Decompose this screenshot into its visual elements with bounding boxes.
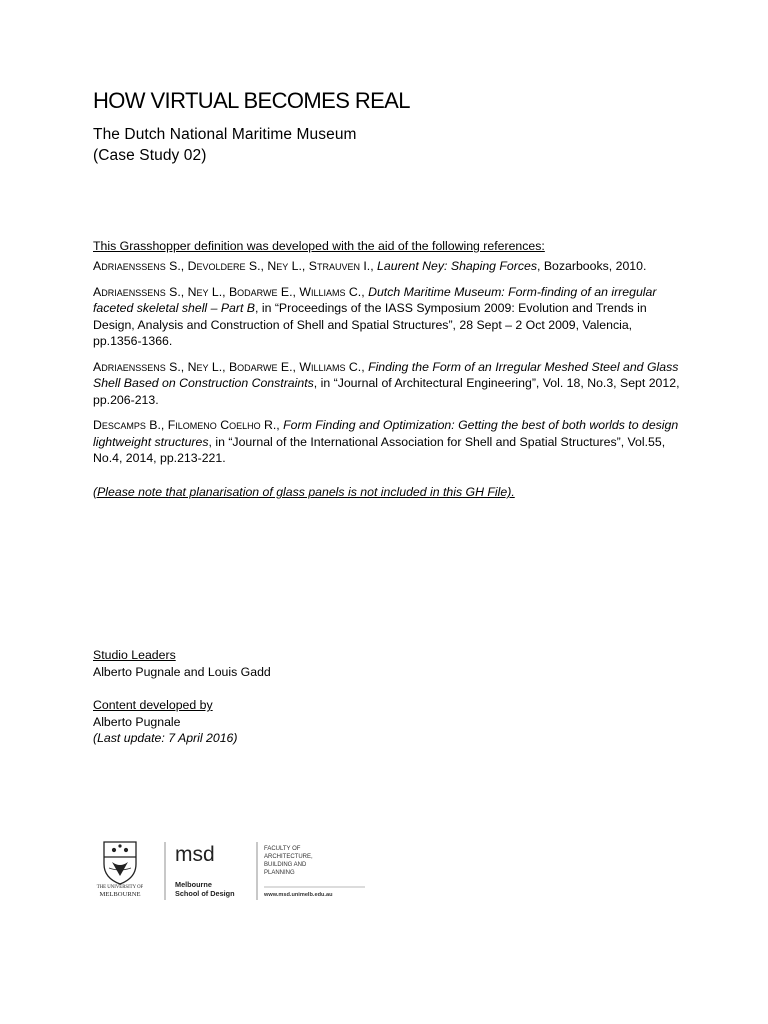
- institution-logos: [92, 832, 377, 902]
- faculty-name-line1: FACULTY OF: [264, 846, 301, 852]
- reference-authors: Descamps B., Filomeno Coelho R.,: [93, 418, 280, 432]
- reference-title: Dutch Maritime Museum: Form-finding of an irregular faceted skeletal shell – Part B: [93, 284, 657, 315]
- last-update: (Last update: 7 April 2016): [93, 731, 238, 745]
- subtitle-museum: The Dutch National Maritime Museum: [93, 126, 357, 143]
- studio-leaders-names: Alberto Pugnale and Louis Gadd: [93, 664, 271, 679]
- reference-authors: Adriaenssens S., Devoldere S., Ney L., Strauven I.,: [93, 259, 374, 273]
- faculty-name-line2: ARCHITECTURE,: [264, 854, 313, 860]
- reference-authors: Adriaenssens S., Ney L., Bodarwe E., Williams C.,: [93, 284, 365, 299]
- subtitle-case-study: (Case Study 02): [93, 147, 207, 164]
- faculty-website: www.msd.unimelb.edu.au: [264, 892, 333, 898]
- msd-mark: msd: [175, 843, 215, 866]
- planarisation-note: (Please note that planarisation of glass panels is not included in this GH File).: [93, 485, 515, 499]
- faculty-name-line3: BUILDING AND: [264, 862, 307, 868]
- content-developed-label: Content developed by: [93, 698, 213, 712]
- content-credit-block: [93, 697, 493, 747]
- reference-item: [93, 284, 683, 350]
- reference-item: [93, 417, 683, 467]
- reference-details: , in “Proceedings of the IASS Symposium 2009: Evolution and Trends in Design, Analysis and Construction of Shell and Spatial Structures”, 28 Sept – 2 Oct 2009, Valencia, pp.1356-1366.: [93, 301, 647, 348]
- reference-details: , in “Journal of Architectural Engineering”, Vol. 18, No.3, Sept 2012, pp.206-213.: [93, 376, 680, 407]
- references-list: [93, 258, 683, 476]
- document-subtitle: [93, 124, 533, 166]
- document-title: HOW VIRTUAL BECOMES REAL: [93, 88, 410, 113]
- reference-details: , in “Journal of the International Association for Shell and Spatial Structures”, Vol.55, No.4, 2014, pp.213-221.: [93, 434, 666, 465]
- university-crest-icon: [104, 842, 136, 884]
- msd-name-line1: Melbourne: [175, 880, 212, 889]
- reference-details: , Bozarbooks, 2010.: [537, 259, 647, 273]
- reference-authors: Adriaenssens S., Ney L., Bodarwe E., Williams C.,: [93, 359, 365, 374]
- msd-name-line2: School of Design: [175, 889, 235, 898]
- content-developer-name: Alberto Pugnale: [93, 714, 181, 729]
- reference-title: Laurent Ney: Shaping Forces: [377, 259, 537, 273]
- faculty-name-line4: PLANNING: [264, 870, 295, 876]
- studio-leaders-label: Studio Leaders: [93, 648, 176, 662]
- reference-item: [93, 359, 683, 409]
- university-name-line1: THE UNIVERSITY OF: [96, 885, 144, 890]
- reference-item: [93, 258, 683, 275]
- reference-title: Form Finding and Optimization: Getting the best of both worlds to design lightweight structures: [93, 418, 679, 449]
- reference-title: Finding the Form of an Irregular Meshed Steel and Glass Shell Based on Construction Constraints: [93, 359, 679, 390]
- references-intro: This Grasshopper definition was developed with the aid of the following references:: [93, 239, 545, 253]
- university-name-line2: MELBOURNE: [99, 891, 141, 898]
- studio-leaders-block: [93, 647, 493, 680]
